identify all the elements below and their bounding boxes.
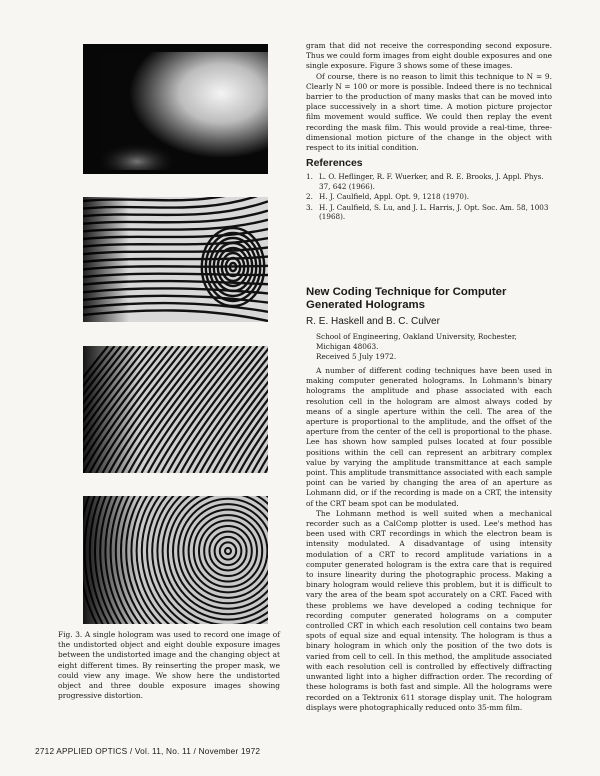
figure-photo-undistorted <box>83 44 268 174</box>
article-paragraph: A number of different coding techniques have been used in making computer generated holograms. In Lohmann's binary holograms the amplitude and phase associated with each resolution cell in the hologram are almost always coded by means of a single aperture within the cell. The area of the aperture is proportional to the amplitude, and the offset of the aperture from the center of the cell is proportional to the phase. Lee has shown how sampled pulses located at four possible positions within the cell can represent an arbitrary complex value by varying the amplitude transmittance at each sample point. This amplitude transmittance associated with each sample point can be varied by changing the area of an aperture as Lohmann did, or if the recording is made on a CRT, the intensity of the CRT beam spot can be modulated. <box>306 366 552 508</box>
figure-photo-double-exposure-2 <box>83 346 268 473</box>
figure-photo-double-exposure-3 <box>83 496 268 624</box>
previous-article-text <box>306 41 552 153</box>
references-list <box>306 172 552 223</box>
reference-item: 2. H. J. Caulfield, Appl. Opt. 9, 1218 (1970). <box>306 192 470 202</box>
received-date: Received 5 July 1972. <box>316 352 397 362</box>
author-affiliation <box>316 332 552 363</box>
article-title: New Coding Technique for Computer Generated Holograms <box>306 286 507 311</box>
references-heading: References <box>306 157 363 169</box>
reference-item: 1. L. O. Heflinger, R. F. Wuerker, and R. E. Brooks, J. Appl. Phys. 37, 642 (1966). <box>306 172 544 191</box>
article-authors: R. E. Haskell and B. C. Culver <box>306 316 440 327</box>
figure-caption: Fig. 3. A single hologram was used to record one image of the undistorted object and eight double exposure images between the undistorted image and the changing object at eight different times. By reinserting the proper mask, we could view any image. We show here the undistorted object and three double exposure images showing progressive distortion. <box>58 630 280 701</box>
figure-photo-double-exposure-1 <box>83 197 268 322</box>
affiliation-text: School of Engineering, Oakland University, Rochester, Michigan 48063. <box>316 332 517 352</box>
reference-item: 3. H. J. Caulfield, S. Lu, and J. L. Harris, J. Opt. Soc. Am. 58, 1003 (1968). <box>306 202 549 222</box>
article-body <box>306 366 552 713</box>
page-footer: 2712 APPLIED OPTICS / Vol. 11, No. 11 / November 1972 <box>35 746 261 756</box>
previous-article-paragraph: Of course, there is no reason to limit this technique to N = 9. Clearly N = 100 or more is possible. Indeed there is no technical barrier to the production of many masks that can be moved into place successively in a short time. A motion picture projector film movement would suffice. We could then replay the event recording the mask film. This would provide a real-time, three-dimensional motion picture of the change in the object with respect to its initial condition. <box>306 71 552 153</box>
article-paragraph: The Lohmann method is well suited when a mechanical recorder such as a CalComp plotter is used. Lee's method has been used with CRT recordings in which the electron beam is intensity modulated. A disadvantage of using intensity modulation of a CRT to record amplitude variations in a computer generated hologram is the extra care that is required to insure linearity during the photographic process. Making a binary hologram would relieve this problem, but it is difficult to vary the area of the beam spot accurately on a CRT. Faced with these problems we have developed a coding technique for recording computer generated holograms on a computer controlled CRT in which each resolution cell contains two beam spots of equal size and equal intensity. The hologram is thus a binary hologram in which only the position of the two dots is varied from cell to cell. In this method, the amplitude associated with each resolution cell is controlled by effectively diffracting unwanted light into a higher diffraction order. The recording of these holograms is both fast and simple. All the holograms were recorded on a Tektronix 611 storage display unit. The hologram displays were photographically reduced onto 35-mm film. <box>306 508 552 712</box>
previous-article-paragraph: gram that did not receive the corresponding second exposure. Thus we could form images from eight double exposures and one single exposure. Figure 3 shows some of these images. <box>306 41 552 71</box>
